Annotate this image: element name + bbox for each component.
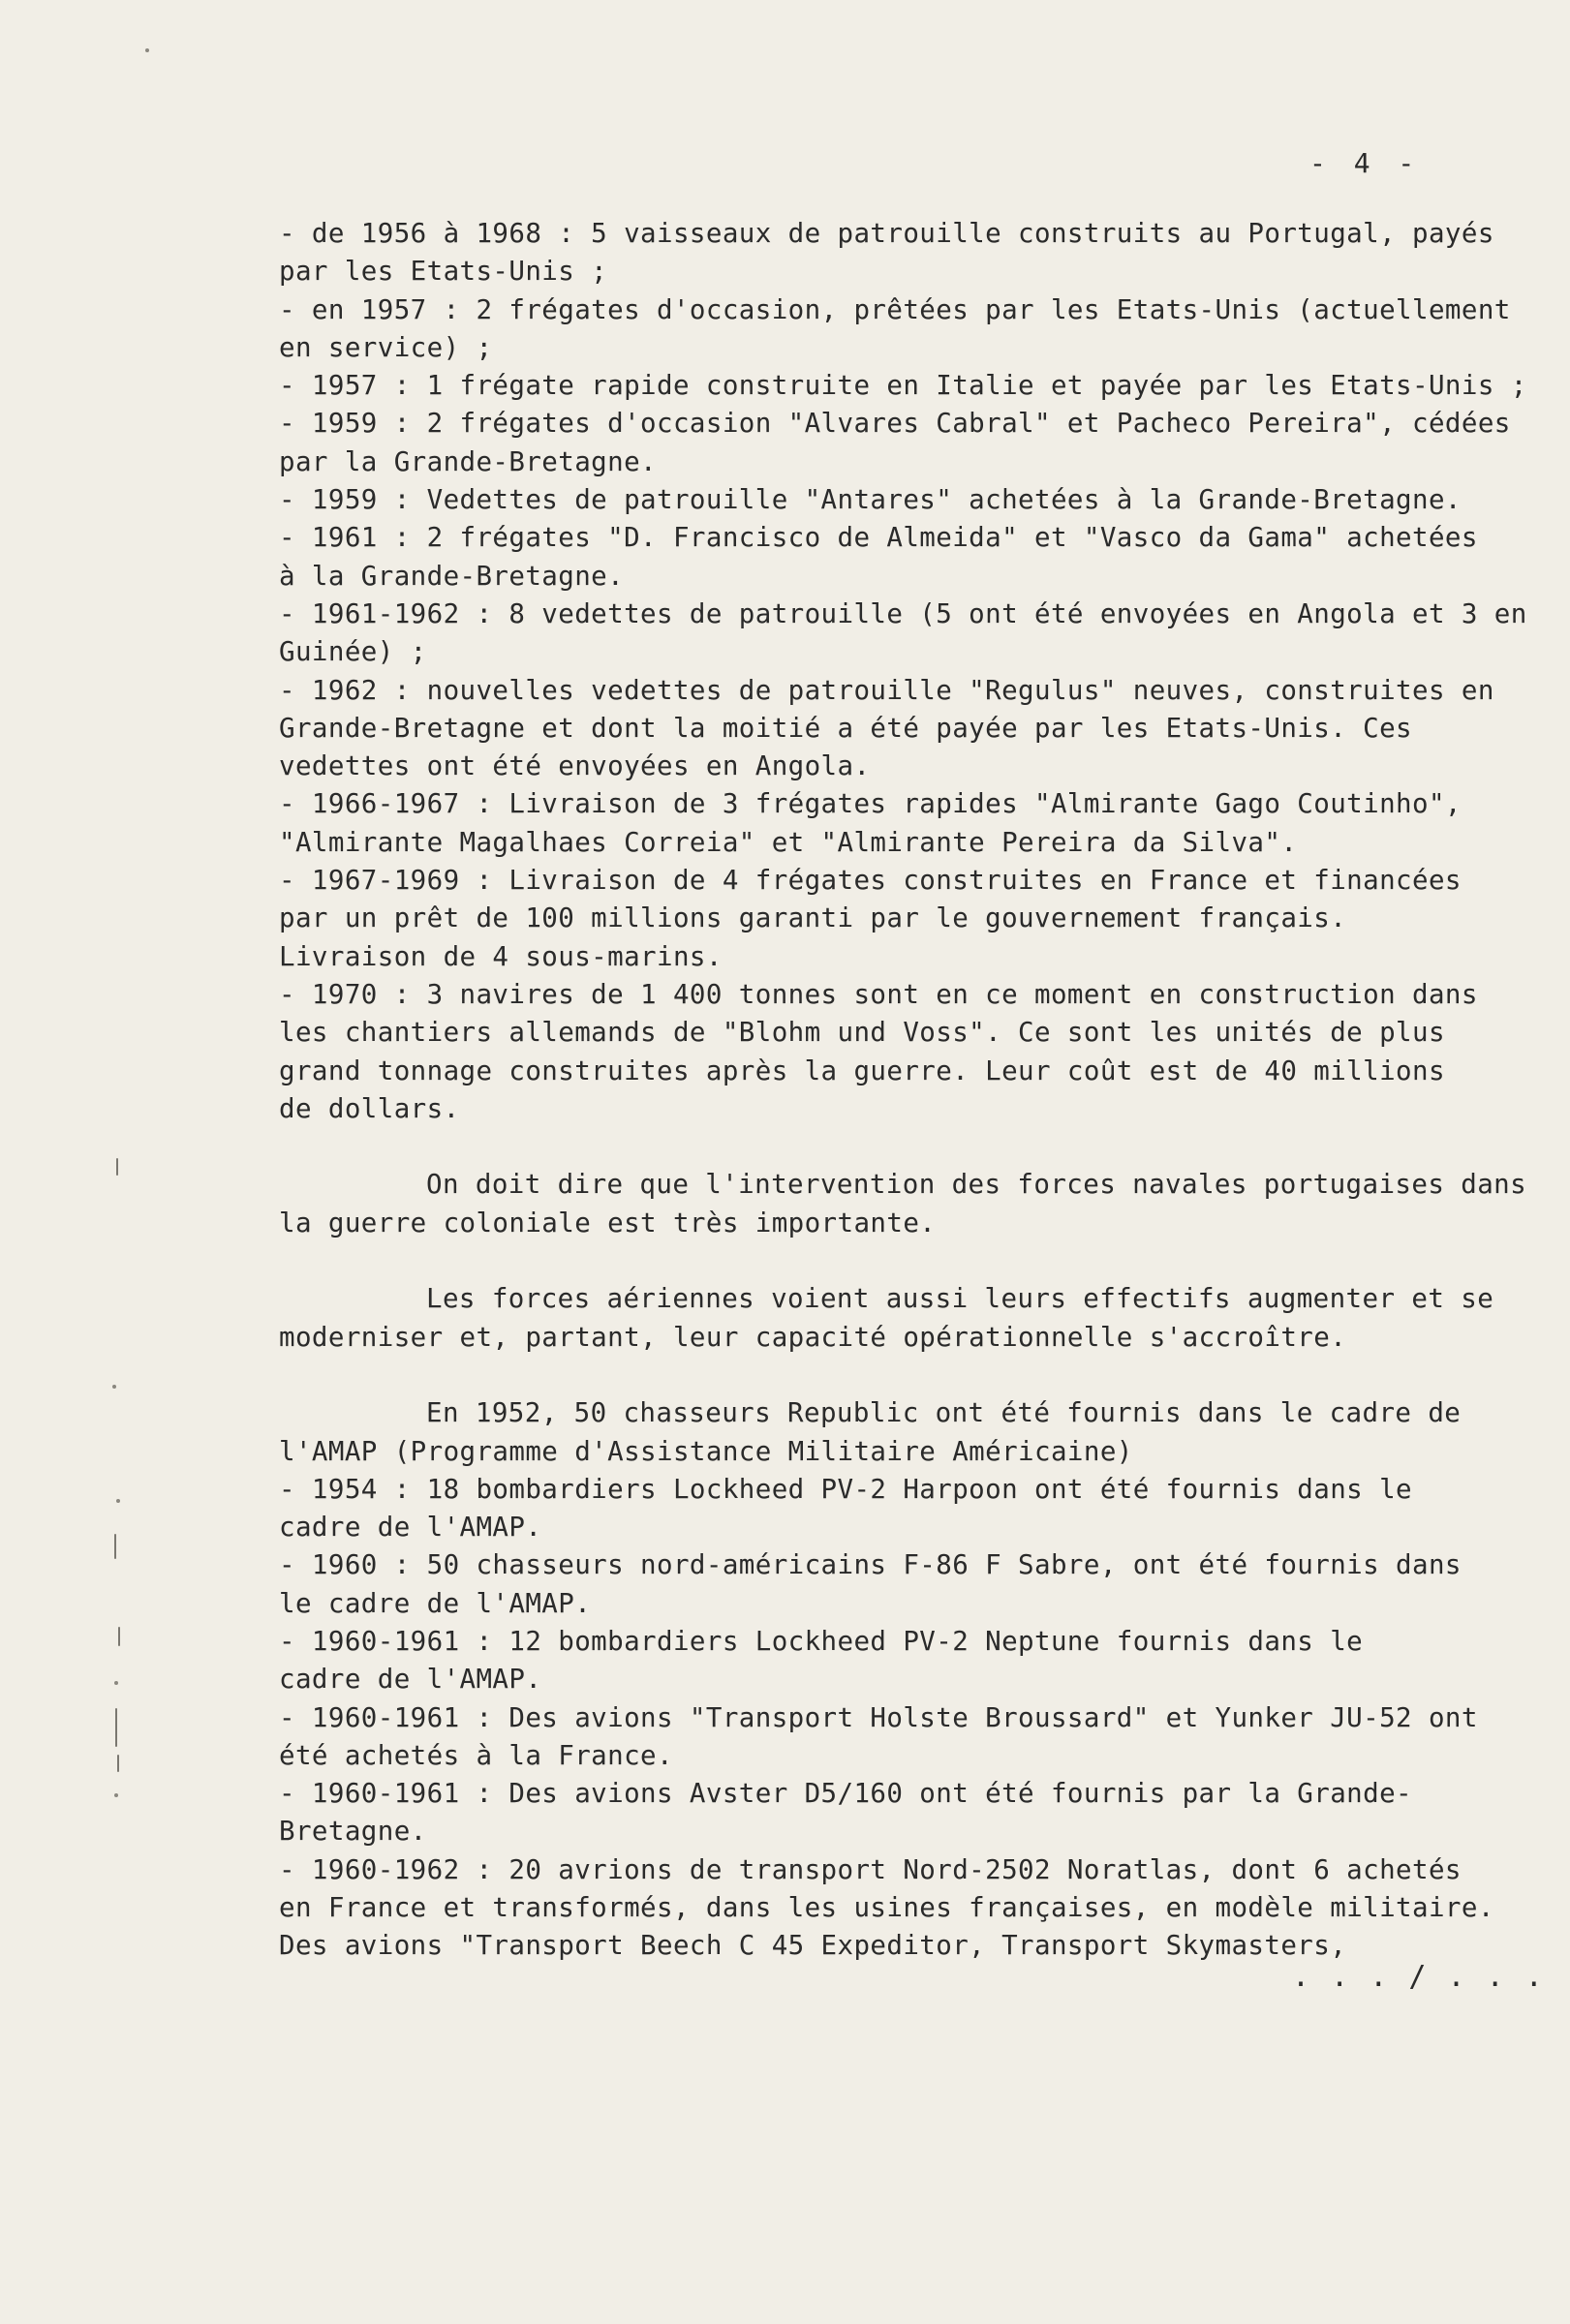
text-line: - 1960-1961 : 12 bombardiers Lockheed PV-2 Neptune fournis dans le (279, 1625, 1364, 1657)
text-line: - de 1956 à 1968 : 5 vaisseaux de patrouille construits au Portugal, payés (279, 218, 1494, 249)
margin-speck (112, 1385, 116, 1389)
text-line: moderniser et, partant, leur capacité opérationnelle s'accroître. (279, 1321, 1347, 1353)
text-line: le cadre de l'AMAP. (279, 1587, 592, 1619)
text-line: Grande-Bretagne et dont la moitié a été payée par les Etats-Unis. Ces (279, 712, 1412, 744)
text-line: - 1960 : 50 chasseurs nord-américains F-86 F Sabre, ont été fournis dans (279, 1549, 1462, 1581)
margin-speck (116, 1499, 120, 1503)
margin-speck (145, 48, 149, 52)
margin-mark (116, 1158, 118, 1176)
text-line: - 1960-1961 : Des avions Avster D5/160 ont été fournis par la Grande- (279, 1778, 1412, 1810)
text-line: Les forces aériennes voient aussi leurs effectifs augmenter et se (426, 1283, 1494, 1315)
text-line: - 1966-1967 : Livraison de 3 frégates rapides "Almirante Gago Coutinho", (279, 788, 1462, 820)
text-line: Guinée) ; (279, 636, 427, 668)
text-line: vedettes ont été envoyées en Angola. (279, 750, 871, 782)
text-line: par les Etats-Unis ; (279, 256, 608, 288)
text-line: - en 1957 : 2 frégates d'occasion, prêtées par les Etats-Unis (actuellement (279, 293, 1511, 325)
paragraph-gap (279, 1242, 1528, 1280)
text-line: - 1962 : nouvelles vedettes de patrouille "Regulus" neuves, construites en (279, 674, 1494, 706)
margin-mark (114, 1534, 116, 1559)
text-line: l'AMAP (Programme d'Assistance Militaire Américaine) (279, 1435, 1133, 1467)
text-line: - 1970 : 3 navires de 1 400 tonnes sont en ce moment en construction dans (279, 978, 1478, 1010)
text-line: les chantiers allemands de "Blohm und Voss". Ce sont les unités de plus (279, 1017, 1445, 1049)
text-line: - 1961-1962 : 8 vedettes de patrouille (5 ont été envoyées en Angola et 3 en (279, 597, 1527, 629)
body-text (279, 215, 1528, 1966)
text-line: de dollars. (279, 1092, 460, 1124)
text-line: cadre de l'AMAP. (279, 1512, 542, 1544)
text-line: cadre de l'AMAP. (279, 1664, 542, 1696)
text-line: Livraison de 4 sous-marins. (279, 940, 723, 972)
text-line: - 1961 : 2 frégates "D. Francisco de Almeida" et "Vasco da Gama" achetées (279, 522, 1478, 554)
text-line: été achetés à la France. (279, 1739, 673, 1771)
page-number: - 4 - (1309, 147, 1421, 179)
margin-mark (117, 1755, 119, 1772)
text-line: - 1967-1969 : Livraison de 4 frégates construites en France et financées (279, 865, 1462, 897)
margin-mark (118, 1627, 120, 1646)
text-line: - 1960-1962 : 20 avrions de transport Nord-2502 Noratlas, dont 6 achetés (279, 1853, 1462, 1885)
text-line: en France et transformés, dans les usines françaises, en modèle militaire. (279, 1892, 1494, 1924)
text-line: - 1957 : 1 frégate rapide construite en Italie et payée par les Etats-Unis ; (279, 370, 1527, 402)
margin-speck (114, 1681, 118, 1685)
text-line: - 1959 : Vedettes de patrouille "Antares" achetées à la Grande-Bretagne. (279, 484, 1462, 516)
text-line: à la Grande-Bretagne. (279, 560, 625, 592)
text-line: la guerre coloniale est très importante. (279, 1207, 937, 1238)
text-line: en service) ; (279, 331, 493, 363)
paragraph-gap (279, 1128, 1528, 1166)
text-line: - 1959 : 2 frégates d'occasion "Alvares Cabral" et Pacheco Pereira", cédées (279, 408, 1511, 440)
text-line: par la Grande-Bretagne. (279, 445, 657, 477)
text-line: On doit dire que l'intervention des forces navales portugaises dans (426, 1169, 1527, 1201)
text-line: "Almirante Magalhaes Correia" et "Almirante Pereira da Silva". (279, 826, 1298, 858)
text-line: par un prêt de 100 millions garanti par le gouvernement français. (279, 902, 1347, 934)
margin-mark (115, 1708, 117, 1747)
text-line: grand tonnage construites après la guerre. Leur coût est de 40 millions (279, 1055, 1445, 1086)
paragraph-gap (279, 1357, 1528, 1394)
text-line: Bretagne. (279, 1816, 427, 1848)
margin-speck (114, 1793, 118, 1797)
text-line: - 1954 : 18 bombardiers Lockheed PV-2 Harpoon ont été fournis dans le (279, 1473, 1412, 1505)
continuation-mark: . . . / . . . (1292, 1960, 1545, 1994)
text-line: En 1952, 50 chasseurs Republic ont été fournis dans le cadre de (426, 1397, 1462, 1429)
text-line: Des avions "Transport Beech C 45 Expeditor, Transport Skymasters, (279, 1930, 1347, 1962)
text-line: - 1960-1961 : Des avions "Transport Holste Broussard" et Yunker JU-52 ont (279, 1701, 1478, 1733)
